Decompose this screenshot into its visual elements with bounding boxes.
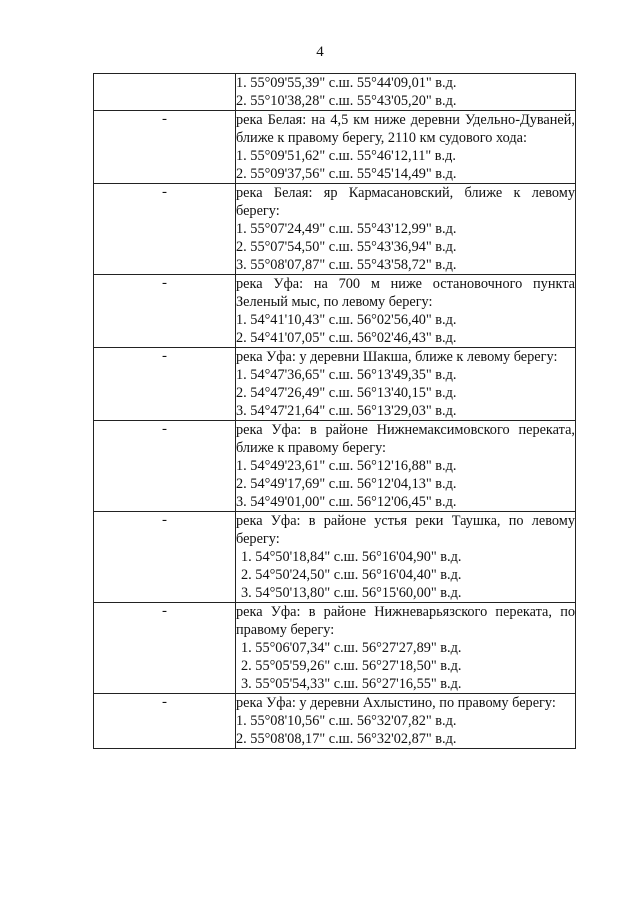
coordinate-line: 1. 55°09'55,39" с.ш. 55°44'09,01" в.д.	[236, 75, 457, 91]
coordinate-line: 2. 54°50'24,50" с.ш. 56°16'04,40" в.д.	[241, 567, 462, 583]
row-marker: -	[162, 421, 167, 437]
coordinate-line: 2. 55°08'08,17" с.ш. 56°32'02,87" в.д.	[236, 731, 457, 747]
coordinate-line: 2. 54°47'26,49" с.ш. 56°13'40,15" в.д.	[236, 385, 457, 401]
coordinate-line: 1. 55°07'24,49" с.ш. 55°43'12,99" в.д.	[236, 221, 457, 237]
row-marker-cell	[94, 184, 236, 275]
row-marker-cell	[94, 275, 236, 348]
coordinate-line: 2. 54°49'17,69" с.ш. 56°12'04,13" в.д.	[236, 476, 457, 492]
table-row	[94, 603, 576, 694]
row-marker-cell	[94, 603, 236, 694]
location-description: река Белая: на 4,5 км ниже деревни Удельно-Дуваней, ближе к правому берегу, 2110 км судового хода:	[236, 112, 575, 146]
row-marker: -	[162, 603, 167, 619]
table-row	[94, 111, 576, 184]
row-marker-cell	[94, 694, 236, 749]
row-marker-cell	[94, 74, 236, 111]
table-row	[94, 74, 576, 111]
row-marker-cell	[94, 421, 236, 512]
location-description: река Уфа: на 700 м ниже остановочного пункта Зеленый мыс, по левому берегу:	[236, 276, 575, 310]
table-row	[94, 421, 576, 512]
table-row	[94, 512, 576, 603]
row-marker: -	[162, 348, 167, 364]
coordinate-line: 1. 54°41'10,43" с.ш. 56°02'56,40" в.д.	[236, 312, 457, 328]
location-description: река Уфа: в районе устья реки Таушка, по левому берегу:	[236, 513, 575, 547]
row-description-cell	[236, 348, 576, 421]
location-description: река Белая: яр Кармасановский, ближе к левому берегу:	[236, 185, 575, 219]
coordinate-line: 1. 55°06'07,34" с.ш. 56°27'27,89" в.д.	[241, 640, 462, 656]
coordinate-line: 3. 54°47'21,64" с.ш. 56°13'29,03" в.д.	[236, 403, 457, 419]
table-body	[94, 74, 576, 749]
coordinate-line: 1. 54°47'36,65" с.ш. 56°13'49,35" в.д.	[236, 367, 457, 383]
table-row	[94, 184, 576, 275]
table-row	[94, 694, 576, 749]
location-description: река Уфа: в районе Нижневарьязского переката, по правому берегу:	[236, 604, 575, 638]
location-description: река Уфа: у деревни Шакша, ближе к левому берегу:	[236, 349, 558, 365]
coordinate-line: 1. 55°08'10,56" с.ш. 56°32'07,82" в.д.	[236, 713, 457, 729]
row-description-cell	[236, 421, 576, 512]
row-marker: -	[162, 275, 167, 291]
row-marker-cell	[94, 512, 236, 603]
coordinate-line: 2. 55°05'59,26" с.ш. 56°27'18,50" в.д.	[241, 658, 462, 674]
row-description-cell	[236, 694, 576, 749]
coordinate-line: 2. 55°09'37,56" с.ш. 55°45'14,49" в.д.	[236, 166, 457, 182]
row-marker: -	[162, 184, 167, 200]
row-marker: -	[162, 111, 167, 127]
location-description: река Уфа: в районе Нижнемаксимовского переката, ближе к правому берегу:	[236, 422, 575, 456]
row-description-cell	[236, 603, 576, 694]
coordinate-line: 1. 55°09'51,62" с.ш. 55°46'12,11" в.д.	[236, 148, 456, 164]
coordinate-line: 2. 55°07'54,50" с.ш. 55°43'36,94" в.д.	[236, 239, 457, 255]
row-description-cell	[236, 111, 576, 184]
coordinate-line: 2. 55°10'38,28" с.ш. 55°43'05,20" в.д.	[236, 93, 457, 109]
coordinates-table	[93, 73, 576, 749]
row-description-cell	[236, 74, 576, 111]
table-row	[94, 348, 576, 421]
row-marker: -	[162, 512, 167, 528]
coordinate-line: 1. 54°49'23,61" с.ш. 56°12'16,88" в.д.	[236, 458, 457, 474]
row-description-cell	[236, 184, 576, 275]
row-description-cell	[236, 512, 576, 603]
coordinate-line: 2. 54°41'07,05" с.ш. 56°02'46,43" в.д.	[236, 330, 457, 346]
row-marker: -	[162, 694, 167, 710]
page-number: 4	[316, 44, 324, 60]
location-description: река Уфа: у деревни Ахлыстино, по правому берегу:	[236, 695, 556, 711]
row-description-cell	[236, 275, 576, 348]
coordinate-line: 3. 55°08'07,87" с.ш. 55°43'58,72" в.д.	[236, 257, 457, 273]
row-marker-cell	[94, 111, 236, 184]
row-marker-cell	[94, 348, 236, 421]
coordinate-line: 3. 54°50'13,80" с.ш. 56°15'60,00" в.д.	[241, 585, 462, 601]
coordinate-line: 1. 54°50'18,84" с.ш. 56°16'04,90" в.д.	[241, 549, 462, 565]
coordinate-line: 3. 55°05'54,33" с.ш. 56°27'16,55" в.д.	[241, 676, 462, 692]
table-row	[94, 275, 576, 348]
coordinate-line: 3. 54°49'01,00" с.ш. 56°12'06,45" в.д.	[236, 494, 457, 510]
